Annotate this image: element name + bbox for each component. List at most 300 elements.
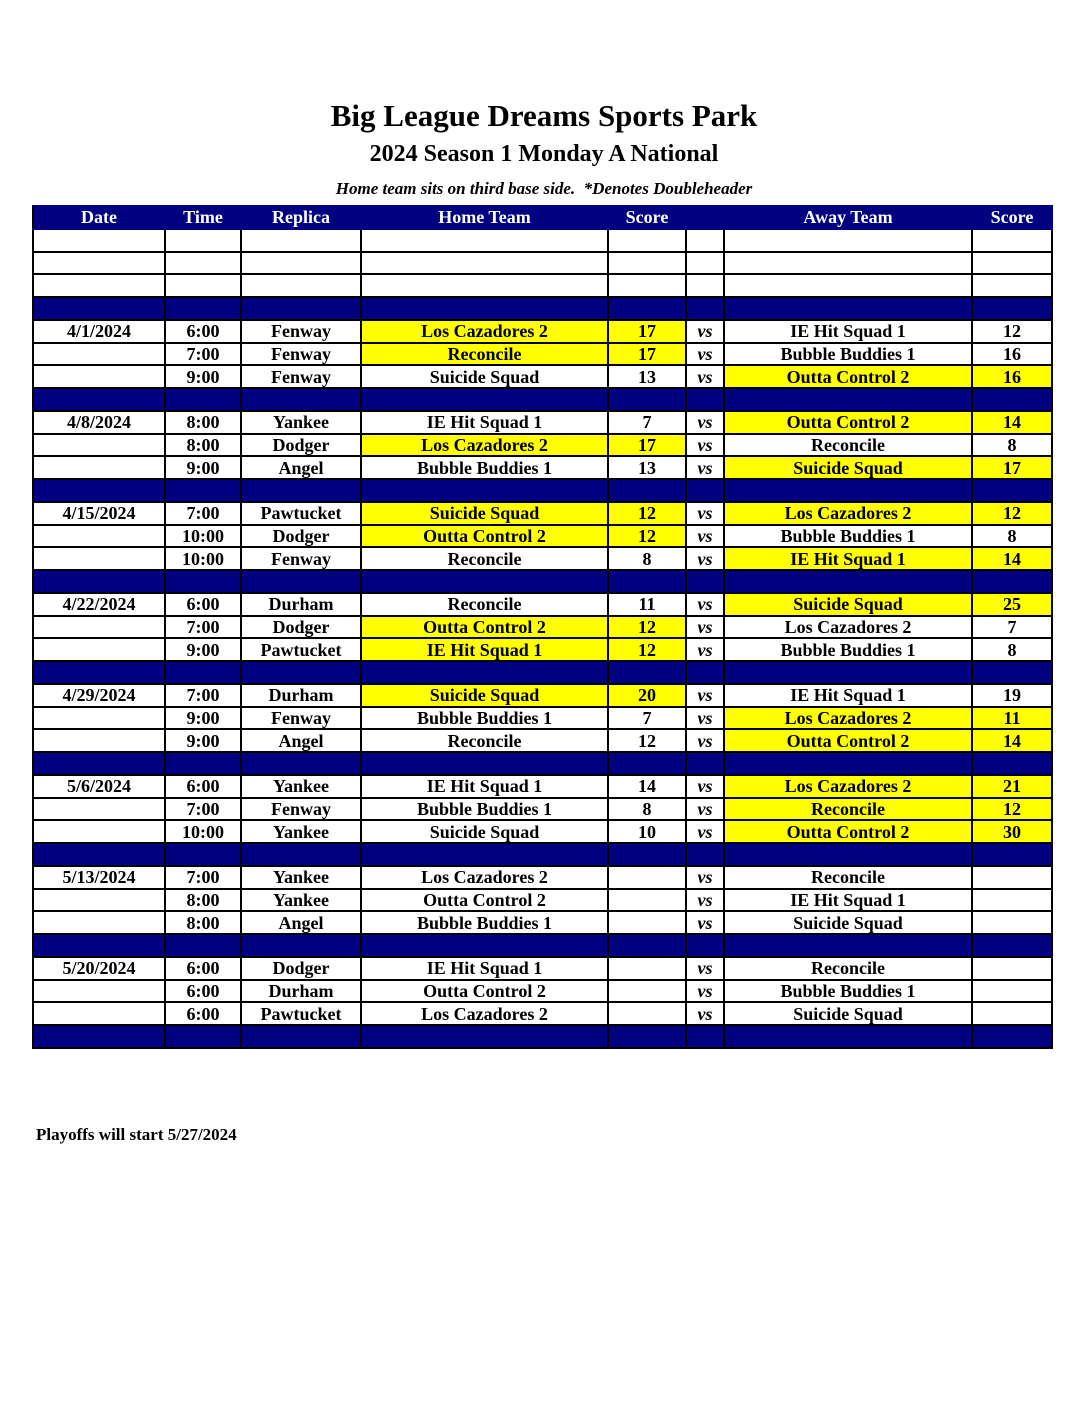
away-team-cell: Reconcile bbox=[724, 957, 972, 980]
time-cell: 8:00 bbox=[165, 411, 241, 434]
home-team-cell: Los Cazadores 2 bbox=[361, 1002, 608, 1025]
replica-cell: Yankee bbox=[241, 866, 361, 889]
time-cell: 8:00 bbox=[165, 434, 241, 457]
time-cell bbox=[165, 934, 241, 957]
home-score-cell bbox=[608, 843, 686, 866]
date-cell bbox=[33, 661, 165, 684]
vs-cell: vs bbox=[686, 980, 724, 1003]
away-score-cell: 12 bbox=[972, 502, 1052, 525]
away-score-cell bbox=[972, 889, 1052, 912]
replica-cell bbox=[241, 843, 361, 866]
vs-cell: vs bbox=[686, 547, 724, 570]
vs-cell: vs bbox=[686, 820, 724, 843]
game-row bbox=[33, 889, 1052, 912]
game-row bbox=[33, 820, 1052, 843]
game-row bbox=[33, 365, 1052, 388]
away-team-cell: IE Hit Squad 1 bbox=[724, 320, 972, 343]
time-cell: 7:00 bbox=[165, 502, 241, 525]
replica-cell bbox=[241, 229, 361, 252]
time-cell: 7:00 bbox=[165, 616, 241, 639]
home-team-cell: Reconcile bbox=[361, 343, 608, 366]
time-cell bbox=[165, 388, 241, 411]
time-cell: 10:00 bbox=[165, 820, 241, 843]
home-team-cell: Outta Control 2 bbox=[361, 889, 608, 912]
away-team-cell bbox=[724, 843, 972, 866]
vs-cell: vs bbox=[686, 957, 724, 980]
vs-cell: vs bbox=[686, 434, 724, 457]
time-cell: 9:00 bbox=[165, 707, 241, 730]
replica-cell bbox=[241, 661, 361, 684]
away-score-cell bbox=[972, 980, 1052, 1003]
replica-cell: Dodger bbox=[241, 434, 361, 457]
away-score-cell bbox=[972, 388, 1052, 411]
away-score-cell bbox=[972, 866, 1052, 889]
vs-cell: vs bbox=[686, 1002, 724, 1025]
away-team-cell: Los Cazadores 2 bbox=[724, 616, 972, 639]
vs-cell: vs bbox=[686, 525, 724, 548]
time-cell: 7:00 bbox=[165, 866, 241, 889]
week-separator-row bbox=[33, 297, 1052, 320]
date-cell bbox=[33, 456, 165, 479]
vs-cell: vs bbox=[686, 616, 724, 639]
away-score-cell bbox=[972, 229, 1052, 252]
home-team-cell: Outta Control 2 bbox=[361, 616, 608, 639]
date-cell: 4/29/2024 bbox=[33, 684, 165, 707]
replica-cell: Durham bbox=[241, 980, 361, 1003]
home-team-cell: Bubble Buddies 1 bbox=[361, 456, 608, 479]
game-row bbox=[33, 707, 1052, 730]
home-score-cell bbox=[608, 1002, 686, 1025]
away-team-cell: Outta Control 2 bbox=[724, 411, 972, 434]
game-row bbox=[33, 320, 1052, 343]
away-team-cell: IE Hit Squad 1 bbox=[724, 547, 972, 570]
replica-cell bbox=[241, 274, 361, 297]
date-cell bbox=[33, 820, 165, 843]
game-row bbox=[33, 547, 1052, 570]
date-cell: 4/8/2024 bbox=[33, 411, 165, 434]
empty-row bbox=[33, 274, 1052, 297]
game-row bbox=[33, 775, 1052, 798]
date-cell bbox=[33, 525, 165, 548]
away-score-cell: 16 bbox=[972, 343, 1052, 366]
time-cell: 9:00 bbox=[165, 638, 241, 661]
home-score-cell: 8 bbox=[608, 547, 686, 570]
date-cell bbox=[33, 343, 165, 366]
date-cell bbox=[33, 434, 165, 457]
home-team-cell: Suicide Squad bbox=[361, 820, 608, 843]
away-team-cell bbox=[724, 1025, 972, 1048]
replica-cell bbox=[241, 1025, 361, 1048]
replica-cell: Durham bbox=[241, 593, 361, 616]
vs-cell: vs bbox=[686, 911, 724, 934]
date-cell: 4/22/2024 bbox=[33, 593, 165, 616]
away-score-cell: 12 bbox=[972, 798, 1052, 821]
home-score-cell bbox=[608, 980, 686, 1003]
game-row bbox=[33, 798, 1052, 821]
time-cell: 7:00 bbox=[165, 684, 241, 707]
header-vs bbox=[686, 206, 724, 229]
away-score-cell: 16 bbox=[972, 365, 1052, 388]
game-row bbox=[33, 434, 1052, 457]
date-cell: 5/20/2024 bbox=[33, 957, 165, 980]
week-separator-row bbox=[33, 661, 1052, 684]
home-score-cell: 12 bbox=[608, 638, 686, 661]
game-row bbox=[33, 729, 1052, 752]
time-cell: 8:00 bbox=[165, 889, 241, 912]
time-cell: 6:00 bbox=[165, 775, 241, 798]
date-cell bbox=[33, 980, 165, 1003]
date-cell bbox=[33, 297, 165, 320]
home-score-cell bbox=[608, 297, 686, 320]
home-team-cell: Los Cazadores 2 bbox=[361, 434, 608, 457]
home-score-cell bbox=[608, 661, 686, 684]
home-score-cell: 13 bbox=[608, 456, 686, 479]
away-team-cell bbox=[724, 661, 972, 684]
vs-cell bbox=[686, 274, 724, 297]
home-score-cell bbox=[608, 229, 686, 252]
replica-cell bbox=[241, 252, 361, 275]
empty-row bbox=[33, 229, 1052, 252]
home-team-cell: Outta Control 2 bbox=[361, 525, 608, 548]
replica-cell: Fenway bbox=[241, 707, 361, 730]
away-team-cell bbox=[724, 229, 972, 252]
replica-cell: Yankee bbox=[241, 889, 361, 912]
time-cell bbox=[165, 479, 241, 502]
home-score-cell: 12 bbox=[608, 616, 686, 639]
game-row bbox=[33, 638, 1052, 661]
away-team-cell bbox=[724, 934, 972, 957]
home-team-cell bbox=[361, 297, 608, 320]
away-team-cell: Los Cazadores 2 bbox=[724, 502, 972, 525]
replica-cell bbox=[241, 297, 361, 320]
away-score-cell bbox=[972, 570, 1052, 593]
week-separator-row bbox=[33, 479, 1052, 502]
date-cell bbox=[33, 1025, 165, 1048]
date-cell bbox=[33, 388, 165, 411]
away-team-cell: IE Hit Squad 1 bbox=[724, 684, 972, 707]
schedule-note: Home team sits on third base side. *Denotes Doubleheader bbox=[335, 179, 753, 198]
home-team-cell bbox=[361, 479, 608, 502]
replica-cell bbox=[241, 388, 361, 411]
date-cell bbox=[33, 843, 165, 866]
away-score-cell bbox=[972, 1002, 1052, 1025]
game-row bbox=[33, 616, 1052, 639]
away-score-cell: 7 bbox=[972, 616, 1052, 639]
date-cell: 5/6/2024 bbox=[33, 775, 165, 798]
home-score-cell bbox=[608, 866, 686, 889]
home-team-cell: Reconcile bbox=[361, 547, 608, 570]
home-score-cell: 17 bbox=[608, 320, 686, 343]
time-cell: 6:00 bbox=[165, 980, 241, 1003]
home-score-cell: 7 bbox=[608, 411, 686, 434]
home-team-cell: Outta Control 2 bbox=[361, 980, 608, 1003]
away-score-cell bbox=[972, 1025, 1052, 1048]
away-team-cell: Outta Control 2 bbox=[724, 729, 972, 752]
game-row bbox=[33, 980, 1052, 1003]
home-team-cell: IE Hit Squad 1 bbox=[361, 411, 608, 434]
time-cell: 7:00 bbox=[165, 343, 241, 366]
away-score-cell: 8 bbox=[972, 434, 1052, 457]
vs-cell bbox=[686, 843, 724, 866]
time-cell: 6:00 bbox=[165, 1002, 241, 1025]
header-home-score: Score bbox=[608, 206, 686, 229]
vs-cell: vs bbox=[686, 798, 724, 821]
home-score-cell: 12 bbox=[608, 502, 686, 525]
home-score-cell: 7 bbox=[608, 707, 686, 730]
vs-cell bbox=[686, 752, 724, 775]
week-separator-row bbox=[33, 934, 1052, 957]
away-team-cell: Suicide Squad bbox=[724, 456, 972, 479]
home-team-cell: Los Cazadores 2 bbox=[361, 866, 608, 889]
home-team-cell bbox=[361, 388, 608, 411]
date-cell bbox=[33, 934, 165, 957]
home-team-cell bbox=[361, 752, 608, 775]
home-score-cell: 10 bbox=[608, 820, 686, 843]
away-team-cell: Suicide Squad bbox=[724, 593, 972, 616]
home-score-cell bbox=[608, 934, 686, 957]
home-score-cell bbox=[608, 388, 686, 411]
date-cell bbox=[33, 274, 165, 297]
away-score-cell: 14 bbox=[972, 729, 1052, 752]
home-score-cell: 14 bbox=[608, 775, 686, 798]
time-cell bbox=[165, 752, 241, 775]
home-team-cell: Bubble Buddies 1 bbox=[361, 798, 608, 821]
home-score-cell bbox=[608, 1025, 686, 1048]
home-score-cell bbox=[608, 479, 686, 502]
vs-cell: vs bbox=[686, 593, 724, 616]
away-team-cell bbox=[724, 252, 972, 275]
home-score-cell: 17 bbox=[608, 434, 686, 457]
replica-cell: Fenway bbox=[241, 798, 361, 821]
away-team-cell bbox=[724, 752, 972, 775]
away-score-cell bbox=[972, 252, 1052, 275]
date-cell bbox=[33, 798, 165, 821]
date-cell bbox=[33, 707, 165, 730]
away-team-cell: Suicide Squad bbox=[724, 911, 972, 934]
replica-cell: Durham bbox=[241, 684, 361, 707]
away-team-cell: Los Cazadores 2 bbox=[724, 775, 972, 798]
replica-cell bbox=[241, 934, 361, 957]
game-row bbox=[33, 502, 1052, 525]
game-row bbox=[33, 1002, 1052, 1025]
away-team-cell: Outta Control 2 bbox=[724, 820, 972, 843]
header-away-score: Score bbox=[972, 206, 1052, 229]
away-score-cell: 25 bbox=[972, 593, 1052, 616]
date-cell bbox=[33, 729, 165, 752]
replica-cell bbox=[241, 479, 361, 502]
date-cell bbox=[33, 252, 165, 275]
home-score-cell bbox=[608, 911, 686, 934]
away-score-cell bbox=[972, 843, 1052, 866]
time-cell: 6:00 bbox=[165, 593, 241, 616]
header-away-team: Away Team bbox=[724, 206, 972, 229]
empty-row bbox=[33, 252, 1052, 275]
away-team-cell: Reconcile bbox=[724, 798, 972, 821]
home-team-cell: Reconcile bbox=[361, 593, 608, 616]
away-team-cell: Reconcile bbox=[724, 866, 972, 889]
time-cell: 8:00 bbox=[165, 911, 241, 934]
page-subtitle: 2024 Season 1 Monday A National bbox=[369, 141, 719, 167]
time-cell: 6:00 bbox=[165, 320, 241, 343]
away-team-cell: Bubble Buddies 1 bbox=[724, 980, 972, 1003]
home-score-cell bbox=[608, 889, 686, 912]
home-score-cell bbox=[608, 570, 686, 593]
time-cell: 9:00 bbox=[165, 729, 241, 752]
home-score-cell: 13 bbox=[608, 365, 686, 388]
home-score-cell: 20 bbox=[608, 684, 686, 707]
replica-cell: Yankee bbox=[241, 411, 361, 434]
vs-cell: vs bbox=[686, 889, 724, 912]
game-row bbox=[33, 525, 1052, 548]
home-team-cell: IE Hit Squad 1 bbox=[361, 775, 608, 798]
home-team-cell bbox=[361, 570, 608, 593]
game-row bbox=[33, 456, 1052, 479]
vs-cell: vs bbox=[686, 866, 724, 889]
time-cell: 7:00 bbox=[165, 798, 241, 821]
vs-cell: vs bbox=[686, 320, 724, 343]
away-team-cell: IE Hit Squad 1 bbox=[724, 889, 972, 912]
replica-cell: Pawtucket bbox=[241, 638, 361, 661]
date-cell bbox=[33, 638, 165, 661]
date-cell bbox=[33, 229, 165, 252]
away-team-cell bbox=[724, 297, 972, 320]
home-score-cell: 11 bbox=[608, 593, 686, 616]
replica-cell: Fenway bbox=[241, 365, 361, 388]
date-cell bbox=[33, 547, 165, 570]
game-row bbox=[33, 911, 1052, 934]
home-team-cell bbox=[361, 934, 608, 957]
time-cell bbox=[165, 1025, 241, 1048]
date-cell bbox=[33, 570, 165, 593]
time-cell bbox=[165, 297, 241, 320]
game-row bbox=[33, 593, 1052, 616]
home-score-cell bbox=[608, 274, 686, 297]
time-cell: 6:00 bbox=[165, 957, 241, 980]
game-row bbox=[33, 343, 1052, 366]
away-team-cell: Los Cazadores 2 bbox=[724, 707, 972, 730]
time-cell bbox=[165, 570, 241, 593]
vs-cell bbox=[686, 297, 724, 320]
home-team-cell: Bubble Buddies 1 bbox=[361, 707, 608, 730]
away-score-cell: 8 bbox=[972, 638, 1052, 661]
away-score-cell: 21 bbox=[972, 775, 1052, 798]
home-team-cell: Los Cazadores 2 bbox=[361, 320, 608, 343]
date-cell bbox=[33, 752, 165, 775]
replica-cell: Yankee bbox=[241, 820, 361, 843]
page-title: Big League Dreams Sports Park bbox=[330, 98, 758, 133]
away-team-cell: Bubble Buddies 1 bbox=[724, 525, 972, 548]
replica-cell: Dodger bbox=[241, 957, 361, 980]
away-score-cell: 19 bbox=[972, 684, 1052, 707]
home-score-cell: 17 bbox=[608, 343, 686, 366]
vs-cell: vs bbox=[686, 684, 724, 707]
vs-cell bbox=[686, 1025, 724, 1048]
home-team-cell: Suicide Squad bbox=[361, 502, 608, 525]
away-score-cell: 14 bbox=[972, 547, 1052, 570]
date-cell bbox=[33, 889, 165, 912]
away-score-cell bbox=[972, 274, 1052, 297]
away-team-cell: Bubble Buddies 1 bbox=[724, 343, 972, 366]
header-row bbox=[33, 206, 1052, 229]
home-team-cell bbox=[361, 274, 608, 297]
time-cell bbox=[165, 274, 241, 297]
vs-cell: vs bbox=[686, 707, 724, 730]
date-cell bbox=[33, 365, 165, 388]
replica-cell: Fenway bbox=[241, 320, 361, 343]
replica-cell: Yankee bbox=[241, 775, 361, 798]
date-cell: 5/13/2024 bbox=[33, 866, 165, 889]
away-score-cell bbox=[972, 934, 1052, 957]
away-score-cell bbox=[972, 297, 1052, 320]
away-score-cell: 8 bbox=[972, 525, 1052, 548]
time-cell bbox=[165, 843, 241, 866]
vs-cell: vs bbox=[686, 502, 724, 525]
vs-cell bbox=[686, 388, 724, 411]
week-separator-row bbox=[33, 570, 1052, 593]
home-team-cell: IE Hit Squad 1 bbox=[361, 638, 608, 661]
vs-cell bbox=[686, 570, 724, 593]
vs-cell bbox=[686, 661, 724, 684]
away-score-cell: 11 bbox=[972, 707, 1052, 730]
away-score-cell bbox=[972, 911, 1052, 934]
time-cell bbox=[165, 252, 241, 275]
vs-cell: vs bbox=[686, 365, 724, 388]
away-score-cell bbox=[972, 479, 1052, 502]
date-cell: 4/1/2024 bbox=[33, 320, 165, 343]
away-score-cell bbox=[972, 661, 1052, 684]
time-cell: 9:00 bbox=[165, 456, 241, 479]
schedule-body bbox=[33, 229, 1052, 1048]
header-replica: Replica bbox=[241, 206, 361, 229]
home-team-cell: Reconcile bbox=[361, 729, 608, 752]
game-row bbox=[33, 411, 1052, 434]
time-cell: 10:00 bbox=[165, 547, 241, 570]
vs-cell: vs bbox=[686, 729, 724, 752]
replica-cell: Pawtucket bbox=[241, 502, 361, 525]
away-team-cell: Outta Control 2 bbox=[724, 365, 972, 388]
time-cell bbox=[165, 661, 241, 684]
away-team-cell bbox=[724, 570, 972, 593]
home-team-cell: Suicide Squad bbox=[361, 684, 608, 707]
replica-cell bbox=[241, 752, 361, 775]
replica-cell: Dodger bbox=[241, 616, 361, 639]
time-cell bbox=[165, 229, 241, 252]
vs-cell: vs bbox=[686, 456, 724, 479]
away-score-cell bbox=[972, 752, 1052, 775]
home-score-cell bbox=[608, 957, 686, 980]
replica-cell: Fenway bbox=[241, 547, 361, 570]
vs-cell bbox=[686, 252, 724, 275]
replica-cell: Fenway bbox=[241, 343, 361, 366]
away-team-cell: Bubble Buddies 1 bbox=[724, 638, 972, 661]
away-score-cell: 12 bbox=[972, 320, 1052, 343]
home-team-cell bbox=[361, 229, 608, 252]
vs-cell: vs bbox=[686, 638, 724, 661]
away-team-cell: Reconcile bbox=[724, 434, 972, 457]
replica-cell: Pawtucket bbox=[241, 1002, 361, 1025]
home-team-cell bbox=[361, 661, 608, 684]
home-score-cell bbox=[608, 252, 686, 275]
home-team-cell bbox=[361, 1025, 608, 1048]
away-score-cell: 30 bbox=[972, 820, 1052, 843]
schedule-table bbox=[32, 205, 1053, 1049]
replica-cell: Angel bbox=[241, 911, 361, 934]
date-cell: 4/15/2024 bbox=[33, 502, 165, 525]
vs-cell: vs bbox=[686, 343, 724, 366]
away-team-cell bbox=[724, 274, 972, 297]
home-team-cell: Suicide Squad bbox=[361, 365, 608, 388]
vs-cell bbox=[686, 479, 724, 502]
